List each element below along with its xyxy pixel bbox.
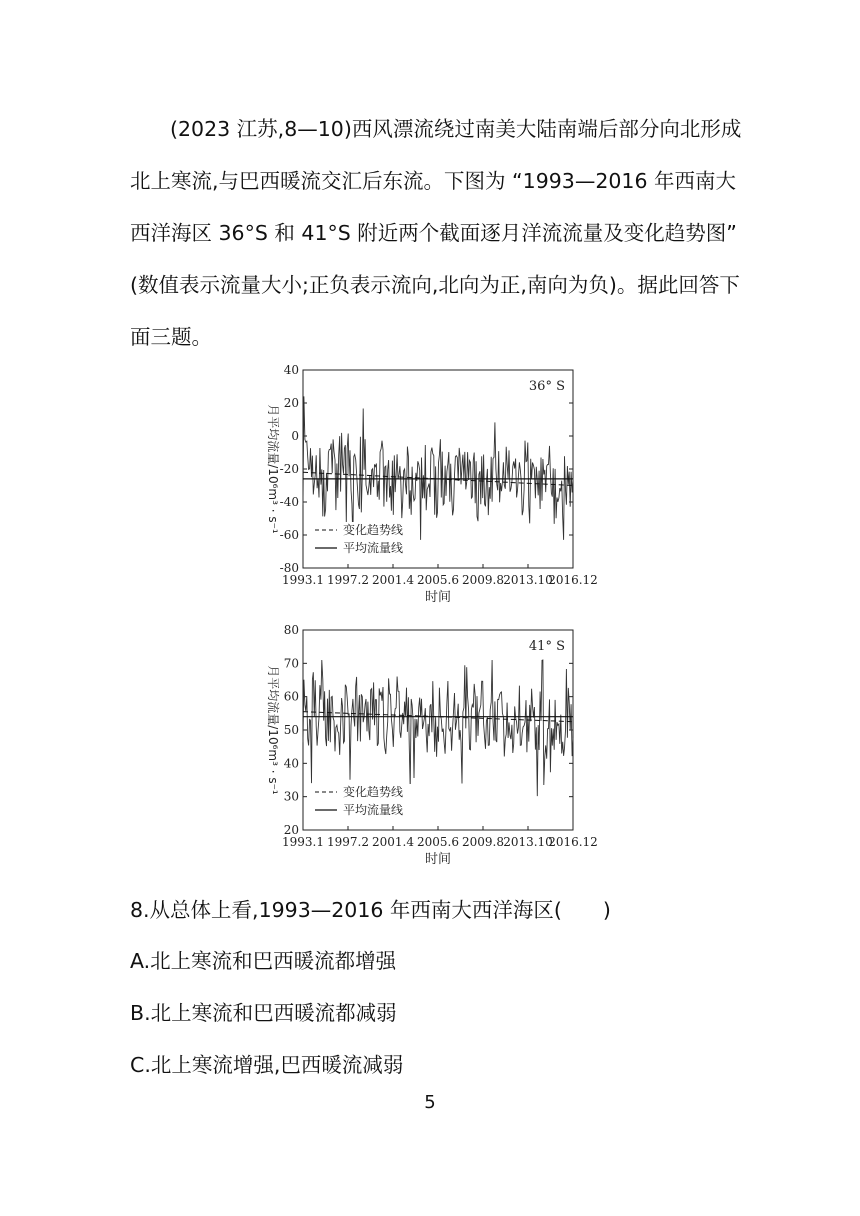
y-tick-label: 20	[283, 396, 299, 410]
y-tick-label: 50	[283, 723, 299, 737]
passage-line-3: 西洋海区 36°S 和 41°S 附近两个截面逐月洋流流量及变化趋势图”	[130, 221, 737, 245]
chart-41s	[255, 622, 605, 872]
legend-trend-label: 变化趋势线	[343, 785, 404, 799]
chart-36s	[255, 360, 605, 615]
x-tick-label: 1997.2	[327, 835, 369, 849]
panel-label: 36° S	[528, 379, 565, 394]
y-tick-label: 0	[291, 429, 299, 443]
legend-mean-label: 平均流量线	[343, 541, 404, 555]
x-tick-label: 2016.12	[548, 835, 598, 849]
option-c: C.北上寒流增强,巴西暖流减弱	[130, 1053, 404, 1077]
x-tick-label: 1997.2	[327, 573, 369, 587]
y-axis-label: 月平均流量/10⁶m³ · s⁻¹	[266, 665, 280, 795]
y-tick-label: 20	[283, 823, 299, 837]
page-number: 5	[424, 1092, 436, 1113]
x-tick-label: 2001.4	[372, 573, 414, 587]
panel-label: 41° S	[528, 639, 565, 654]
y-tick-label: -60	[279, 528, 299, 542]
y-tick-label: 40	[283, 363, 299, 377]
x-tick-label: 2016.12	[548, 573, 598, 587]
x-axis-label: 时间	[424, 852, 452, 867]
x-tick-label: 2009.8	[462, 835, 504, 849]
y-axis-label: 月平均流量/10⁶m³ · s⁻¹	[266, 404, 280, 534]
x-tick-label: 2005.6	[417, 835, 459, 849]
x-tick-label: 2013.10	[503, 835, 553, 849]
x-tick-label: 2001.4	[372, 835, 414, 849]
y-tick-label: -40	[279, 495, 299, 509]
passage-line-4: (数值表示流量大小;正负表示流向,北向为正,南向为负)。据此回答下	[130, 273, 740, 297]
chart-41s-svg	[255, 622, 605, 872]
chart-36s-svg	[255, 360, 605, 615]
series-line	[303, 660, 573, 796]
legend-mean-label: 平均流量线	[343, 803, 404, 817]
x-tick-label: 1993.1	[282, 835, 324, 849]
y-tick-label: -20	[279, 462, 299, 476]
passage-line-2: 北上寒流,与巴西暖流交汇后东流。下图为 “1993—2016 年西南大	[130, 169, 737, 193]
option-b: B.北上寒流和巴西暖流都减弱	[130, 1001, 397, 1025]
option-a: A.北上寒流和巴西暖流都增强	[130, 949, 397, 973]
y-tick-label: 80	[283, 623, 299, 637]
x-tick-label: 1993.1	[282, 573, 324, 587]
y-tick-label: 30	[283, 789, 299, 804]
passage-line-1: (2023 江苏,8—10)西风漂流绕过南美大陆南端后部分向北形成	[170, 117, 742, 141]
x-tick-label: 2005.6	[417, 573, 459, 587]
legend-trend-label: 变化趋势线	[343, 523, 404, 537]
y-tick-label: 60	[283, 689, 299, 704]
passage-line-5: 面三题。	[130, 325, 212, 349]
y-tick-label: -80	[279, 561, 299, 575]
series-line	[303, 396, 573, 540]
question-stem: 8.从总体上看,1993—2016 年西南大西洋海区( )	[130, 898, 611, 922]
y-tick-label: 40	[283, 756, 299, 771]
x-axis-label: 时间	[424, 590, 452, 605]
x-tick-label: 2013.10	[503, 573, 553, 587]
y-tick-label: 70	[283, 656, 299, 671]
x-tick-label: 2009.8	[462, 573, 504, 587]
